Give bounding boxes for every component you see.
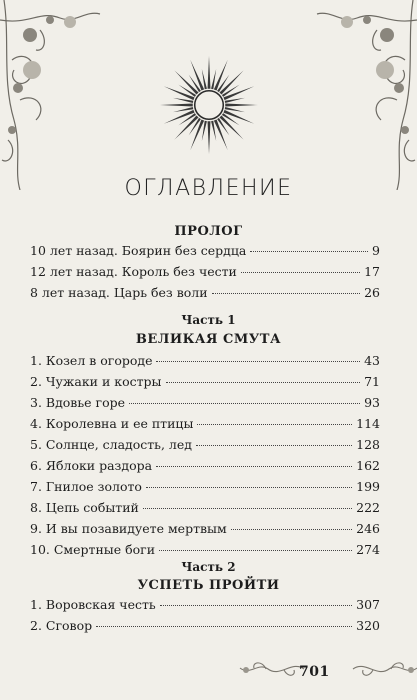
sun-ray [225, 104, 258, 107]
entry-page: 320 [356, 618, 380, 633]
entry-title: 9. И вы позавидуете мертвым [30, 521, 227, 536]
entry-title: 6. Яблоки раздора [30, 458, 153, 473]
toc-entry[interactable] [30, 594, 380, 615]
toc-entry[interactable] [30, 518, 380, 539]
part1-label: Часть 1 [181, 313, 236, 327]
entry-page: 162 [356, 458, 380, 473]
entry-page: 26 [364, 285, 380, 300]
toc-entry[interactable] [30, 413, 380, 434]
entry-page: 199 [356, 479, 380, 494]
entry-title: 8. Цепь событий [30, 500, 139, 515]
entry-page: 114 [356, 416, 380, 431]
entry-title: 10. Смертные боги [30, 542, 156, 557]
toc-entry[interactable] [30, 497, 380, 518]
sun-ray [174, 115, 198, 139]
leader-dots [159, 550, 352, 551]
leader-dots [250, 251, 368, 252]
part2-label: Часть 2 [181, 560, 236, 574]
leader-dots [197, 424, 352, 425]
toc-entry[interactable] [30, 476, 380, 497]
entry-page: 43 [364, 353, 380, 368]
entry-page: 9 [372, 243, 380, 258]
entry-title: 4. Королевна и ее птицы [30, 416, 194, 431]
toc-entry[interactable] [30, 371, 380, 392]
toc-entry[interactable] [30, 392, 380, 413]
entry-title: 2. Сговор [30, 618, 93, 633]
sun-ray [160, 104, 193, 107]
leader-dots [160, 605, 352, 606]
toc-entry[interactable] [30, 261, 380, 282]
entry-page: 71 [364, 374, 380, 389]
toc-entry[interactable] [30, 434, 380, 455]
sun-ray [174, 70, 198, 94]
entry-page: 307 [356, 597, 380, 612]
toc-entry[interactable] [30, 240, 380, 261]
entry-page: 274 [356, 542, 380, 557]
part1-list [30, 350, 380, 560]
leader-dots [146, 487, 352, 488]
part2-list [30, 594, 380, 636]
corner-ornament-left [0, 0, 110, 190]
contents-title: ОГЛАВЛЕНИЕ [124, 176, 293, 201]
toc-entry[interactable] [30, 539, 380, 560]
entry-page: 222 [356, 500, 380, 515]
part1-heading: ВЕЛИКАЯ СМУТА [135, 332, 282, 347]
entry-title: 5. Солнце, сладость, лед [30, 437, 192, 452]
footer-ornament-right [351, 656, 417, 682]
leader-dots [129, 403, 360, 404]
leader-dots [212, 293, 361, 294]
part2-heading: УСПЕТЬ ПРОЙТИ [137, 578, 280, 593]
footer-ornament-left [236, 656, 306, 682]
sun-icon [158, 54, 260, 156]
toc-entry[interactable] [30, 455, 380, 476]
entry-title: 1. Козел в огороде [30, 353, 153, 368]
leader-dots [231, 529, 352, 530]
leader-dots [166, 382, 361, 383]
leader-dots [96, 626, 352, 627]
entry-page: 93 [364, 395, 380, 410]
sun-ray [208, 121, 211, 154]
entry-title: 1. Воровская честь [30, 597, 156, 612]
corner-ornament-right [307, 0, 417, 190]
entry-title: 7. Гнилое золото [30, 479, 142, 494]
toc-entry[interactable] [30, 350, 380, 371]
entry-page: 128 [356, 437, 380, 452]
entry-page: 246 [356, 521, 380, 536]
sun-ray [219, 115, 243, 139]
leader-dots [196, 445, 352, 446]
entry-title: 8 лет назад. Царь без воли [30, 285, 208, 300]
entry-title: 2. Чужаки и костры [30, 374, 162, 389]
entry-title: 10 лет назад. Боярин без сердца [30, 243, 247, 258]
page-number: 701 [299, 664, 330, 680]
toc-entry[interactable] [30, 282, 380, 303]
entry-title: 3. Вдовье горе [30, 395, 125, 410]
leader-dots [156, 466, 352, 467]
entry-page: 17 [364, 264, 380, 279]
leader-dots [143, 508, 352, 509]
sun-ray [208, 56, 211, 89]
entry-title: 12 лет назад. Король без чести [30, 264, 237, 279]
prologue-heading: ПРОЛОГ [174, 224, 243, 239]
leader-dots [241, 272, 360, 273]
prologue-list [30, 240, 380, 303]
toc-entry[interactable] [30, 615, 380, 636]
leader-dots [156, 361, 360, 362]
sun-ray [219, 70, 243, 94]
